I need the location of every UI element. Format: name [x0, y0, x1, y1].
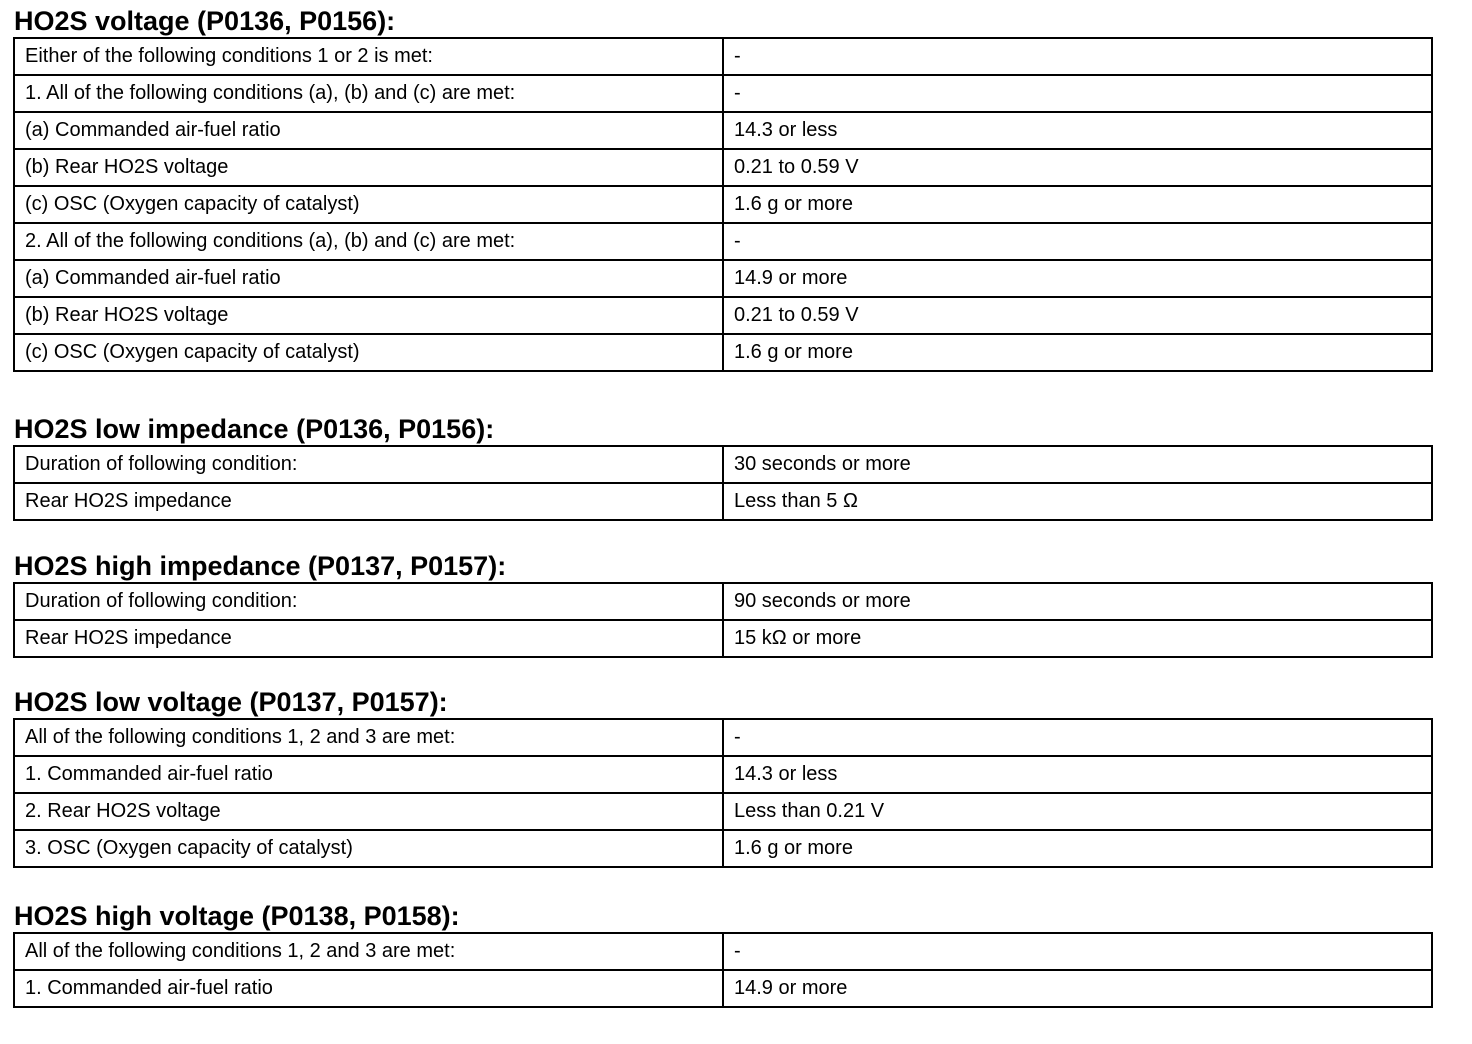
value-cell: - — [723, 719, 1432, 756]
condition-cell: 1. Commanded air-fuel ratio — [14, 970, 723, 1007]
table-row — [14, 297, 1432, 334]
spec-table — [13, 932, 1433, 1008]
condition-cell: 2. Rear HO2S voltage — [14, 793, 723, 830]
value-cell: 30 seconds or more — [723, 446, 1432, 483]
section-title: HO2S low impedance (P0136, P0156): — [14, 414, 495, 444]
table-row — [14, 933, 1432, 970]
table-row — [14, 483, 1432, 520]
condition-cell: (b) Rear HO2S voltage — [14, 297, 723, 334]
condition-cell: (c) OSC (Oxygen capacity of catalyst) — [14, 334, 723, 371]
condition-cell: 1. All of the following conditions (a), (b) and (c) are met: — [14, 75, 723, 112]
section-title: HO2S low voltage (P0137, P0157): — [14, 687, 448, 717]
table-row — [14, 186, 1432, 223]
condition-cell: (b) Rear HO2S voltage — [14, 149, 723, 186]
table-row — [14, 75, 1432, 112]
condition-cell: All of the following conditions 1, 2 and 3 are met: — [14, 933, 723, 970]
value-cell: 14.3 or less — [723, 756, 1432, 793]
table-row — [14, 830, 1432, 867]
condition-cell: Rear HO2S impedance — [14, 620, 723, 657]
table-row — [14, 719, 1432, 756]
section-ho2s-high-voltage — [13, 900, 1431, 1008]
value-cell: 1.6 g or more — [723, 830, 1432, 867]
condition-cell: Duration of following condition: — [14, 583, 723, 620]
condition-cell: (a) Commanded air-fuel ratio — [14, 260, 723, 297]
value-cell: 15 kΩ or more — [723, 620, 1432, 657]
value-cell: 14.3 or less — [723, 112, 1432, 149]
condition-cell: Duration of following condition: — [14, 446, 723, 483]
table-row — [14, 970, 1432, 1007]
table-row — [14, 149, 1432, 186]
table-row — [14, 583, 1432, 620]
section-title: HO2S high impedance (P0137, P0157): — [14, 551, 507, 581]
condition-cell: 1. Commanded air-fuel ratio — [14, 756, 723, 793]
condition-cell: Rear HO2S impedance — [14, 483, 723, 520]
spec-table — [13, 718, 1433, 868]
section-title: HO2S voltage (P0136, P0156): — [14, 6, 396, 36]
spec-table — [13, 37, 1433, 372]
value-cell: - — [723, 38, 1432, 75]
value-cell: - — [723, 223, 1432, 260]
section-title: HO2S high voltage (P0138, P0158): — [14, 901, 460, 931]
section-ho2s-voltage — [13, 5, 1431, 372]
table-row — [14, 260, 1432, 297]
table-row — [14, 793, 1432, 830]
value-cell: 1.6 g or more — [723, 334, 1432, 371]
table-row — [14, 112, 1432, 149]
table-row — [14, 223, 1432, 260]
spec-table — [13, 582, 1433, 658]
condition-cell: 3. OSC (Oxygen capacity of catalyst) — [14, 830, 723, 867]
section-ho2s-high-impedance — [13, 550, 1431, 658]
value-cell: 14.9 or more — [723, 970, 1432, 1007]
condition-cell: Either of the following conditions 1 or 2 is met: — [14, 38, 723, 75]
table-row — [14, 756, 1432, 793]
table-row — [14, 38, 1432, 75]
value-cell: 90 seconds or more — [723, 583, 1432, 620]
value-cell: - — [723, 75, 1432, 112]
value-cell: 0.21 to 0.59 V — [723, 297, 1432, 334]
spec-table — [13, 445, 1433, 521]
table-row — [14, 620, 1432, 657]
condition-cell: (c) OSC (Oxygen capacity of catalyst) — [14, 186, 723, 223]
section-ho2s-low-voltage — [13, 686, 1431, 868]
value-cell: 1.6 g or more — [723, 186, 1432, 223]
value-cell: - — [723, 933, 1432, 970]
condition-cell: 2. All of the following conditions (a), (b) and (c) are met: — [14, 223, 723, 260]
table-row — [14, 334, 1432, 371]
section-ho2s-low-impedance — [13, 413, 1431, 521]
table-row — [14, 446, 1432, 483]
value-cell: 14.9 or more — [723, 260, 1432, 297]
value-cell: Less than 0.21 V — [723, 793, 1432, 830]
value-cell: 0.21 to 0.59 V — [723, 149, 1432, 186]
condition-cell: All of the following conditions 1, 2 and 3 are met: — [14, 719, 723, 756]
value-cell: Less than 5 Ω — [723, 483, 1432, 520]
condition-cell: (a) Commanded air-fuel ratio — [14, 112, 723, 149]
